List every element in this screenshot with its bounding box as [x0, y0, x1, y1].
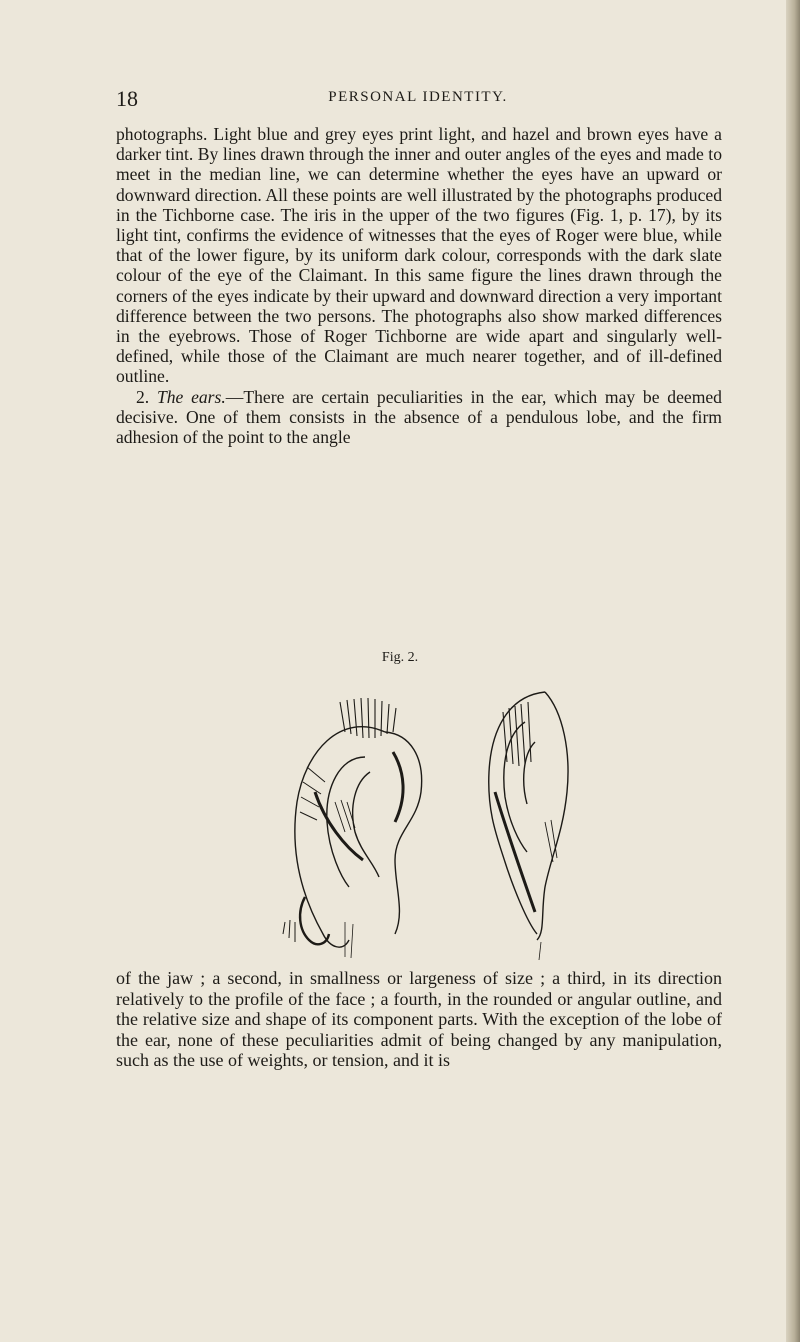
left-ear-drawing — [283, 698, 422, 958]
page-edge — [786, 0, 800, 1342]
figure-caption: Fig. 2. — [381, 650, 419, 665]
right-ear-drawing — [489, 692, 568, 960]
paragraph-ears — [116, 387, 722, 448]
paragraph-ear-peculiarities: of the jaw ; a second, in smallness or largeness of size ; a third, in its direction relatively to the profile of the face ; a fourth, in the rounded or angular outline, and the relative size and shape of its component parts. With the exception of the lobe of the ear, none of these peculiarities admit of being changed by any manipulation, such as the use of weights, or tension, and it is — [116, 968, 722, 1070]
paragraph-eyes: photographs. Light blue and grey eyes print light, and hazel and brown eyes have a darker tint. By lines drawn through the inner and outer angles of the eyes and made to meet in the median line, we can determine whether the eyes have an upward or downward direction. All these points are well illustrated by the photographs produced in the Tichborne case. The iris in the upper of the two figures (Fig. 1, p. 17), by its light tint, confirms the evidence of witnesses that the eyes of Roger were blue, while that of the lower figure, by its uniform dark colour, corresponds with the dark slate colour of the eye of the Claimant. In this same figure the lines drawn through the corners of the eyes indicate by their upward and downward direction a very important difference between the two persons. The photographs also show marked differences in the eyebrows. Those of Roger Tichborne are wide apart and singularly well-defined, while those of the Claimant are much nearer together, and of ill-defined outline. — [116, 124, 722, 387]
body-text-lower — [116, 968, 722, 1071]
page-header — [116, 86, 720, 110]
running-title: PERSONAL IDENTITY. — [328, 89, 508, 105]
ear-illustration — [245, 672, 585, 962]
page-number: 18 — [116, 86, 138, 111]
paragraph-ears-text: —There are certain peculiarities in the ear, which may be deemed decisive. One of them consists in the absence of a pendulous lobe, and the firm adhesion of the point to the angle — [116, 386, 722, 448]
body-text-upper — [116, 124, 722, 447]
section-heading-ears: The ears. — [156, 386, 226, 407]
paragraph-number: 2. — [136, 386, 150, 407]
